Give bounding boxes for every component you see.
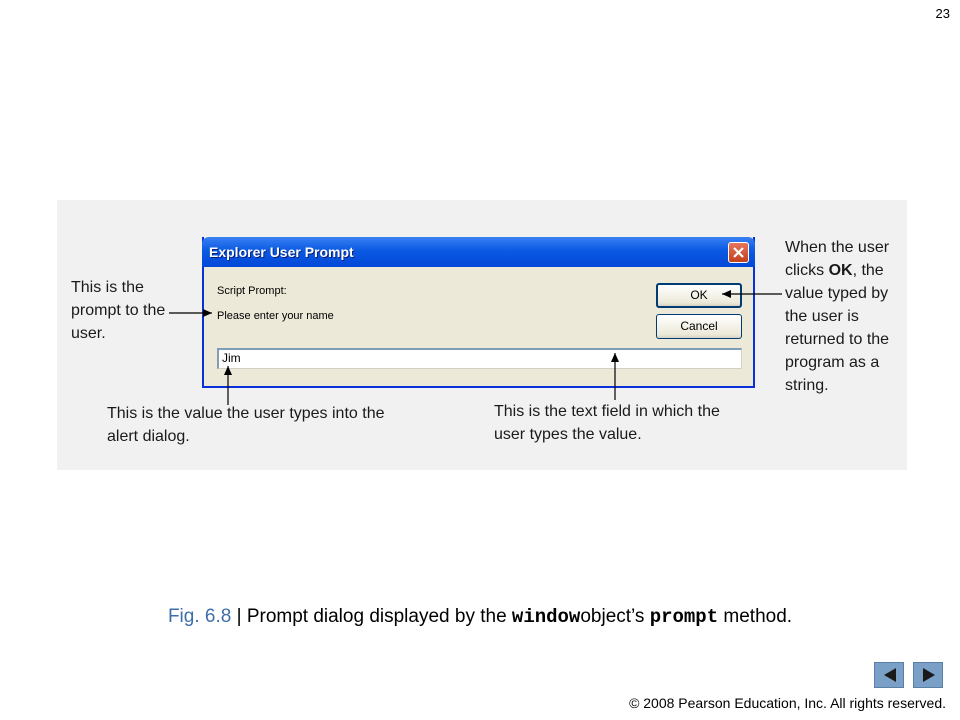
caption-separator: | [231,606,247,627]
figure-caption [0,606,960,628]
copyright-footer: © 2008 Pearson Education, Inc. All rights reserved. [629,695,946,711]
caption-fig-num: Fig. 6.8 [167,606,232,627]
script-prompt-label: Script Prompt: [217,285,287,297]
callout-value: This is the value the user types into the alert dialog. [107,405,385,445]
figure-panel [57,200,907,470]
callout-ok-part1: When the user clicks [785,239,890,279]
annotation-arrows [57,200,907,470]
cancel-button[interactable]: Cancel [656,314,742,339]
caption-code-window: window [511,606,581,628]
callout-prompt: This is the prompt to the user. [71,279,166,342]
previous-slide-button[interactable] [874,662,904,688]
triangle-left-icon [882,667,898,683]
dialog-title: Explorer User Prompt [209,244,354,260]
prompt-text: Please enter your name [217,310,334,322]
triangle-right-icon [921,667,937,683]
ok-button[interactable]: OK [656,283,742,308]
callout-ok-part2: , the value typed by the user is returned to the program as a string. [785,262,890,394]
caption-code-prompt: prompt [649,606,719,628]
slide-number: 23 [935,6,950,21]
callout-textfield: This is the text field in which the user types the value. [494,403,720,443]
prompt-input[interactable]: Jim [217,348,742,369]
next-slide-button[interactable] [913,662,943,688]
caption-text2: object’s [580,606,650,627]
callout-ok-bold: OK [828,262,853,279]
caption-text3: method. [718,606,793,627]
caption-text1: Prompt dialog displayed by the [246,606,512,627]
